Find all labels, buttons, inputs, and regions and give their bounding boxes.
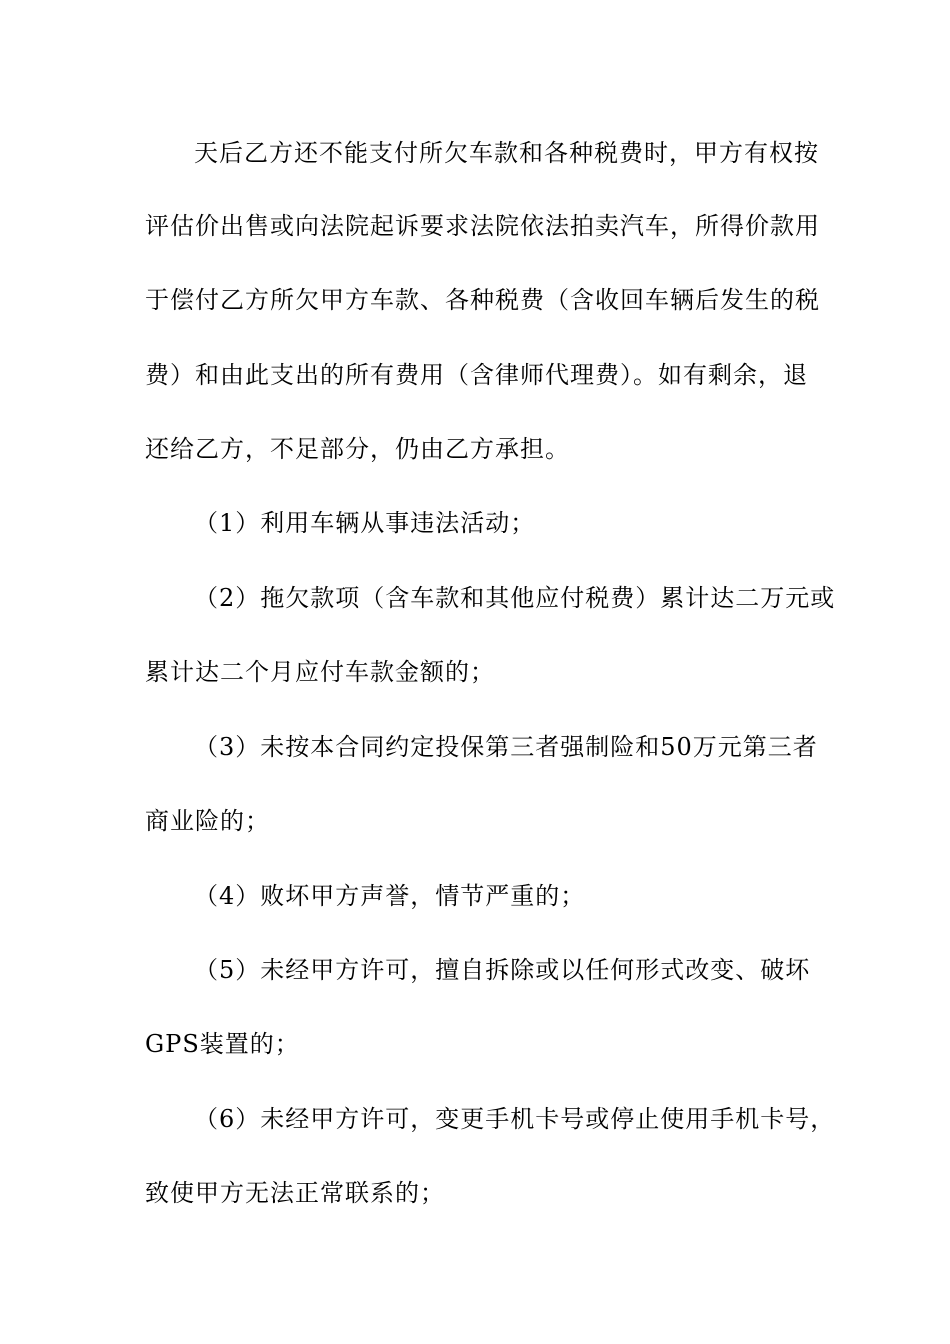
paragraph-line: 于偿付乙方所欠甲方车款、各种税费（含收回车辆后发生的税: [145, 286, 820, 314]
list-item: （2）拖欠款项（含车款和其他应付税费）累计达二万元或: [194, 584, 836, 612]
list-item: （5）未经甲方许可，擅自拆除或以任何形式改变、破坏: [194, 956, 811, 984]
list-item: （4）败坏甲方声誉，情节严重的；: [194, 882, 586, 910]
paragraph-line: 评估价出售或向法院起诉要求法院依法拍卖汽车，所得价款用: [145, 212, 820, 240]
paragraph-line: 还给乙方，不足部分，仍由乙方承担。: [145, 435, 570, 463]
list-item: （6）未经甲方许可，变更手机卡号或停止使用手机卡号，: [194, 1105, 836, 1133]
list-item-continuation: 累计达二个月应付车款金额的；: [145, 658, 495, 686]
paragraph-line: 费）和由此支出的所有费用（含律师代理费）。如有剩余，退: [145, 361, 808, 389]
paragraph-line: 天后乙方还不能支付所欠车款和各种税费时，甲方有权按: [194, 139, 819, 167]
list-item: （3）未按本合同约定投保第三者强制险和50万元第三者: [194, 733, 818, 761]
list-item-continuation: GPS装置的；: [145, 1030, 300, 1058]
list-item-continuation: 致使甲方无法正常联系的；: [145, 1179, 445, 1207]
list-item: （1）利用车辆从事违法活动；: [194, 509, 536, 537]
list-item-continuation: 商业险的；: [145, 807, 270, 835]
